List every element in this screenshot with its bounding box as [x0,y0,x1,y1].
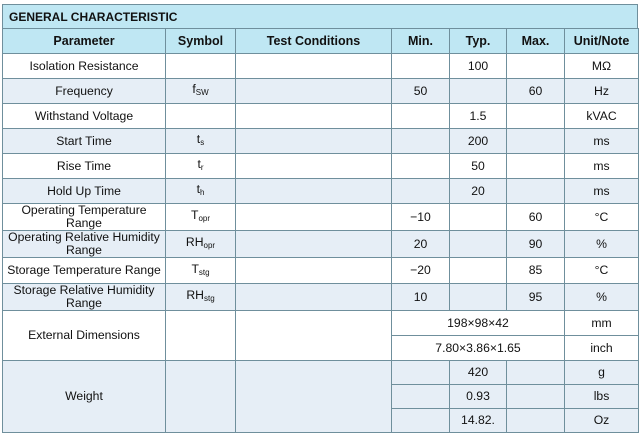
test-conditions-cell [236,79,392,104]
typ-cell [450,258,507,284]
parameter-cell: Rise Time [3,154,166,179]
min-cell [392,385,450,409]
parameter-cell: Frequency [3,79,166,104]
symbol-main: t [196,132,201,146]
typ-cell [450,204,507,231]
parameter-cell: Isolation Resistance [3,54,166,79]
symbol-subscript: opr [203,241,216,250]
test-conditions-cell [236,284,392,311]
dimension-value-cell: 198×98×42 [392,311,565,336]
table-row [3,154,639,179]
unit-cell: MΩ [565,54,639,79]
typ-cell [450,231,507,258]
symbol-subscript: stg [198,267,210,277]
header-test-conditions: Test Conditions [236,29,392,54]
typ-cell: 1.5 [450,104,507,129]
test-conditions-cell [236,231,392,258]
min-cell: −10 [392,204,450,231]
max-cell [507,154,565,179]
typ-cell: 0.93 [450,385,507,409]
min-cell: 20 [392,231,450,258]
unit-cell: inch [565,336,639,361]
min-cell [392,129,450,154]
typ-cell: 14.82. [450,409,507,433]
symbol-main: RH [185,235,204,249]
symbol-cell [166,79,236,104]
min-cell: 50 [392,79,450,104]
table-title: GENERAL CHARACTERISTIC [2,4,638,28]
unit-cell: ms [565,179,639,204]
max-cell [507,409,565,433]
max-cell [507,361,565,385]
table-row [3,231,639,258]
max-cell: 85 [507,258,565,284]
max-cell: 60 [507,204,565,231]
parameter-cell: Operating Temperature Range [3,204,166,231]
parameter-cell: External Dimensions [3,311,166,361]
table-row [3,104,639,129]
test-conditions-cell [236,179,392,204]
parameter-cell: Withstand Voltage [3,104,166,129]
header-row [3,29,639,54]
symbol-subscript: stg [203,294,215,303]
symbol-subscript: SW [195,88,209,97]
symbol-subscript: h [199,188,205,197]
symbol-main: t [196,182,200,196]
typ-cell [450,79,507,104]
parameter-cell: Start Time [3,129,166,154]
min-cell [392,154,450,179]
test-conditions-cell [236,104,392,129]
parameter-cell: Storage Relative Humidity Range [3,284,166,311]
test-conditions-cell [236,129,392,154]
spec-table-container [2,4,638,433]
typ-cell: 50 [450,154,507,179]
symbol-subscript: opr [198,214,210,223]
unit-cell: % [565,284,639,311]
test-conditions-cell [236,204,392,231]
symbol-cell [166,104,236,129]
min-cell: −20 [392,258,450,284]
table-row [3,258,639,284]
max-cell [507,129,565,154]
typ-cell [450,284,507,311]
symbol-cell [166,204,236,231]
header-unit-note: Unit/Note [565,29,639,54]
symbol-main: RH [186,288,204,302]
unit-cell: °C [565,204,639,231]
typ-cell: 420 [450,361,507,385]
test-conditions-cell [236,361,392,433]
unit-cell: kVAC [565,104,639,129]
max-cell [507,54,565,79]
symbol-main: T [191,261,199,276]
unit-cell: Oz [565,409,639,433]
table-row [3,361,639,385]
table-row [3,204,639,231]
typ-cell: 20 [450,179,507,204]
typ-cell: 200 [450,129,507,154]
min-cell [392,361,450,385]
min-cell [392,54,450,79]
table-row [3,179,639,204]
symbol-cell [166,311,236,361]
symbol-subscript: r [200,163,204,172]
min-cell: 10 [392,284,450,311]
table-row [3,54,639,79]
symbol-main: t [197,157,201,171]
parameter-cell: Operating Relative Humidity Range [3,231,166,258]
header-typ: Typ. [450,29,507,54]
min-cell [392,179,450,204]
max-cell: 90 [507,231,565,258]
min-cell [392,409,450,433]
unit-cell: ms [565,154,639,179]
symbol-subscript: s [200,138,205,147]
dimension-value-cell: 7.80×3.86×1.65 [392,336,565,361]
general-characteristic-table [2,28,639,433]
min-cell [392,104,450,129]
symbol-cell [166,284,236,311]
header-parameter: Parameter [3,29,166,54]
symbol-cell [166,54,236,79]
parameter-cell: Weight [3,361,166,433]
symbol-cell [166,258,236,284]
table-row [3,129,639,154]
unit-cell: mm [565,311,639,336]
symbol-cell [166,154,236,179]
header-symbol: Symbol [166,29,236,54]
test-conditions-cell [236,154,392,179]
max-cell: 60 [507,79,565,104]
symbol-main: T [190,208,199,222]
max-cell: 95 [507,284,565,311]
parameter-cell: Hold Up Time [3,179,166,204]
symbol-cell [166,231,236,258]
unit-cell: Hz [565,79,639,104]
typ-cell: 100 [450,54,507,79]
max-cell [507,179,565,204]
unit-cell: ms [565,129,639,154]
table-row [3,311,639,336]
header-max: Max. [507,29,565,54]
unit-cell: °C [565,258,639,284]
symbol-cell [166,179,236,204]
symbol-cell [166,129,236,154]
unit-cell: g [565,361,639,385]
unit-cell: % [565,231,639,258]
symbol-main: f [192,82,196,96]
test-conditions-cell [236,54,392,79]
parameter-cell: Storage Temperature Range [3,258,166,284]
table-row [3,79,639,104]
unit-cell: lbs [565,385,639,409]
test-conditions-cell [236,258,392,284]
table-row [3,284,639,311]
symbol-cell [166,361,236,433]
max-cell [507,104,565,129]
max-cell [507,385,565,409]
test-conditions-cell [236,311,392,361]
header-min: Min. [392,29,450,54]
